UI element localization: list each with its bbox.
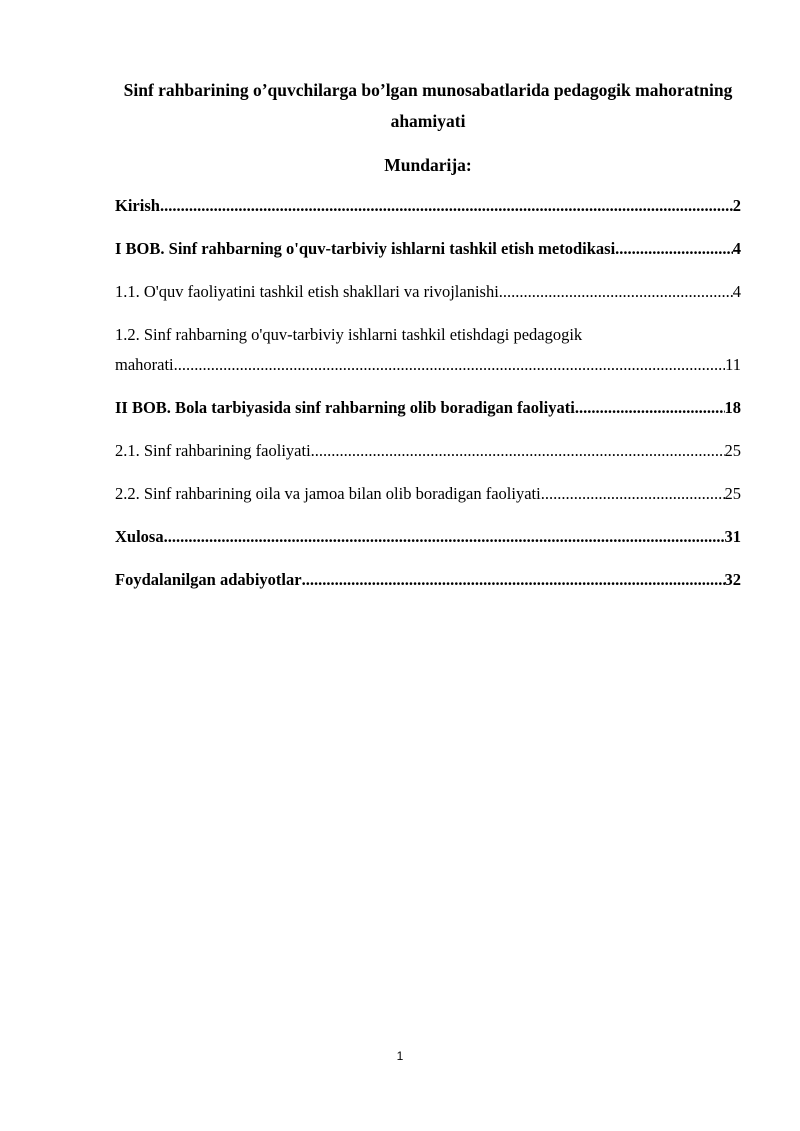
page-number: 1 bbox=[396, 1049, 404, 1063]
toc-leader-dots bbox=[499, 279, 733, 305]
document-title: Sinf rahbarining o’quvchilarga bo’lgan munosabatlarida pedagogik mahoratning ahamiyati bbox=[123, 80, 733, 131]
toc-entry-text: 2.2. Sinf rahbarining oila va jamoa bilan olib boradigan faoliyati bbox=[115, 484, 541, 503]
toc-entry-text: Kirish bbox=[115, 196, 160, 215]
toc-entry-page: 11 bbox=[725, 355, 741, 374]
toc-entry-section-1-1[interactable] bbox=[115, 279, 741, 305]
toc-entry-page: 31 bbox=[724, 527, 741, 546]
toc-entry-page: 18 bbox=[724, 398, 741, 417]
toc-leader-dots bbox=[615, 236, 733, 262]
toc-entry-page: 25 bbox=[724, 484, 741, 503]
toc-entry-text: I BOB. Sinf rahbarning o'quv-tarbiviy ishlarni tashkil etish metodikasi bbox=[115, 239, 616, 258]
toc-entry-bibliography[interactable] bbox=[115, 567, 741, 593]
toc-leader-dots bbox=[160, 193, 733, 219]
toc-entry-page: 2 bbox=[732, 196, 741, 215]
toc-entry-text: mahorati bbox=[115, 355, 174, 374]
toc-entry-chapter-1[interactable] bbox=[115, 236, 741, 262]
toc-entry-page: 32 bbox=[724, 570, 741, 589]
toc-leader-dots bbox=[302, 567, 725, 593]
toc-entry-section-2-1[interactable] bbox=[115, 438, 741, 464]
toc-leader-dots bbox=[311, 438, 725, 464]
toc-entry-section-2-2[interactable] bbox=[115, 481, 741, 507]
toc-entry-kirish[interactable] bbox=[115, 193, 741, 219]
toc-entry-page: 4 bbox=[732, 239, 741, 258]
toc-entry-text-line1: 1.2. Sinf rahbarning o'quv-tarbiviy ishlarni tashkil etishdagi pedagogik bbox=[115, 325, 583, 344]
toc-entry-text: 1.1. O'quv faoliyatini tashkil etish shakllari va rivojlanishi bbox=[115, 282, 499, 301]
table-of-contents bbox=[115, 193, 741, 610]
toc-entry-chapter-2[interactable] bbox=[115, 395, 741, 421]
toc-entry-text: Foydalanilgan adabiyotlar bbox=[115, 570, 302, 589]
toc-leader-dots bbox=[164, 524, 725, 550]
toc-entry-page: 4 bbox=[732, 282, 741, 301]
toc-entry-text: Xulosa bbox=[115, 527, 164, 546]
toc-entry-text: 2.1. Sinf rahbarining faoliyati bbox=[115, 441, 311, 460]
toc-entry-section-1-2[interactable] bbox=[115, 322, 741, 378]
toc-entry-xulosa[interactable] bbox=[115, 524, 741, 550]
toc-leader-dots bbox=[575, 395, 725, 421]
toc-leader-dots bbox=[541, 481, 725, 507]
toc-entry-page: 25 bbox=[724, 441, 741, 460]
toc-heading: Mundarija: bbox=[384, 155, 472, 175]
toc-entry-text: II BOB. Bola tarbiyasida sinf rahbarning olib boradigan faoliyati bbox=[115, 398, 575, 417]
toc-leader-dots bbox=[174, 352, 725, 378]
